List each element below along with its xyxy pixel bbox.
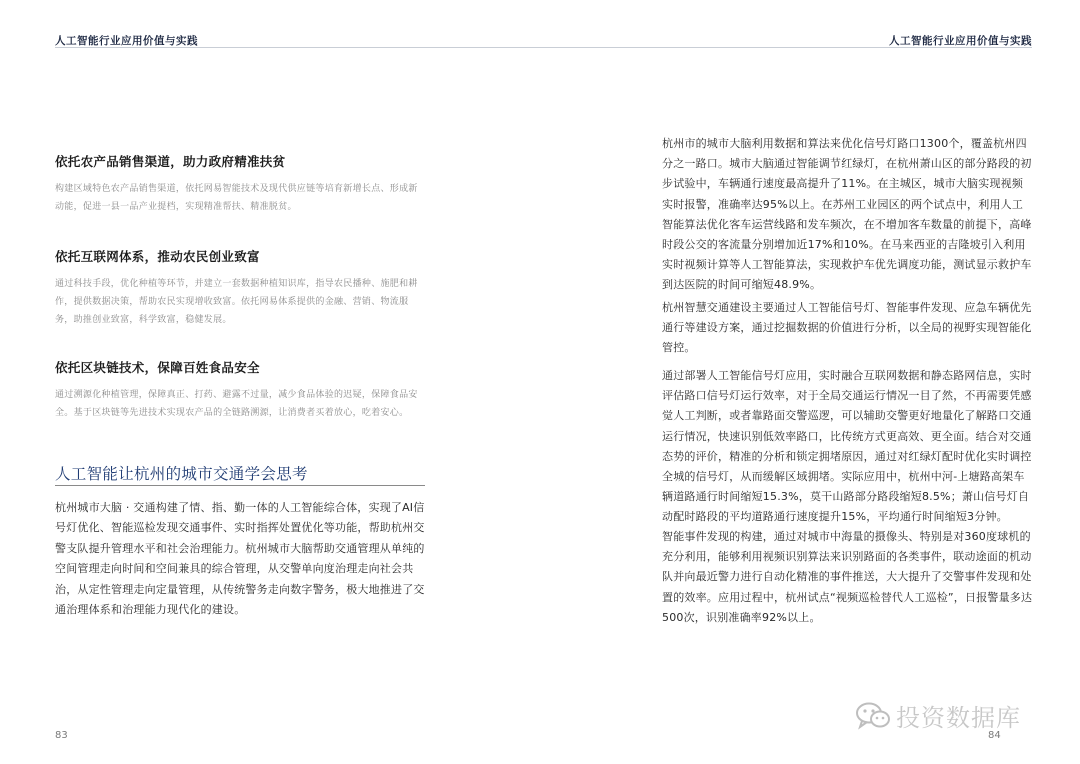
page-number: 84 <box>988 730 1001 741</box>
right-page <box>540 0 1080 764</box>
body-paragraph: 杭州智慧交通建设主要通过人工智能信号灯、智能事件发现、应急车辆优先通行等建设方案，通过挖掘数据的价值进行分析，以全局的视野实现智能化管控。 <box>662 301 1032 355</box>
item-body: 通过溯源化种植管理，保障真正、打药、避露不过量，减少食品体验的迟疑，保障食品安全。基于区块链等先进技术实现农产品的全链路溯源，让消费者买着放心，吃着安心。 <box>55 390 418 418</box>
body-paragraph: 杭州市的城市大脑利用数据和算法来优化信号灯路口1300个，覆盖杭州四分之一路口。城市大脑通过智能调节红绿灯，在杭州萧山区的部分路段的初步试验中，车辆通行速度最高提升了11%。在主城区，城市大脑实现视频实时报警，准确率达95%以上。在苏州工业园区的两个试点中，利用人工智能算法优化客车运营线路和发车频次，在不增加客车数量的前提下，高峰时段公交的客流量分别增加近17%和10%。在马来西亚的吉隆坡引入利用实时视频计算等人工智能算法，实现救护车优先调度功能，测试显示救护车到达医院的时间可缩短48.9%。 <box>662 137 1032 292</box>
section-rule <box>55 485 425 486</box>
item-body: 构建区域特色农产品销售渠道，依托网易智能技术及现代供应链等培育新增长点、形成新动能，促进一县一品产业提档，实现精准帮扶、精准脱贫。 <box>55 184 418 212</box>
watermark-text: 投资数据库 <box>896 704 1021 732</box>
paragraph-block <box>662 134 1034 296</box>
item-heading: 依托农产品销售渠道，助力政府精准扶贫 <box>55 154 286 169</box>
feature-item <box>55 358 425 422</box>
item-heading: 依托互联网体系，推动农民创业致富 <box>55 249 260 264</box>
paragraph-block <box>662 366 1034 528</box>
item-heading: 依托区块链技术，保障百姓食品安全 <box>55 360 260 375</box>
header-rule <box>55 47 540 48</box>
paragraph-block <box>662 298 1034 359</box>
section-title: 人工智能让杭州的城市交通学会思考 <box>55 465 308 483</box>
header-rule <box>540 47 1032 48</box>
body-paragraph: 通过部署人工智能信号灯应用，实时融合互联网数据和静态路网信息，实时评估路口信号灯运行效率，对于全局交通运行情况一目了然，不再需要凭感觉人工判断，或者靠路面交警巡逻，可以辅助交警更好地量化了解路口交通运行情况，快速识别低效率路口，比传统方式更高效、更全面。结合对交通态势的评价，精准的分析和锁定拥堵原因，通过对红绿灯配时优化实时调控全城的信号灯，从而缓解区域拥堵。实际应用中，杭州中河-上塘路高架车辆道路通行时间缩短15.3%，莫干山路部分路段缩短8.5%；萧山信号灯自动配时路段的平均道路通行速度提升15%，平均通行时间缩短3分钟。 <box>662 369 1032 524</box>
running-head: 人工智能行业应用价值与实践 <box>889 35 1032 47</box>
running-head: 人工智能行业应用价值与实践 <box>55 35 198 47</box>
item-body: 通过科技手段，优化种植等环节，并建立一套数据种植知识库，指导农民播种、施肥和耕作，提供数据决策，帮助农民实现增收致富。依托网易体系提供的金融、营销、物流服务，助推创业致富，科学致富，稳健发展。 <box>55 279 418 325</box>
paragraph-block <box>662 527 1034 628</box>
page-number: 83 <box>55 730 68 741</box>
feature-item <box>55 152 425 216</box>
body-paragraph: 智能事件发现的构建，通过对城市中海量的摄像头、特别是对360度球机的充分利用，能够利用视频识别算法来识别路面的各类事件，联动途面的机动队并向最近警力进行自动化精准的事件推送，大大提升了交警事件发现和处置的效率。应用过程中，杭州试点“视频巡检替代人工巡检”，日报警量多达500次，识别准确率92%以上。 <box>662 530 1033 624</box>
watermark <box>856 698 1021 733</box>
section-body: 杭州城市大脑 · 交通构建了情、指、勤一体的人工智能综合体，实现了AI信号灯优化、智能巡检发现交通事件、实时指挥处置优化等功能，帮助杭州交警支队提升管理水平和社会治理能力。杭州城市大脑帮助交通管理从单纯的空间管理走向时间和空间兼具的综合管理，从交警单向度治理走向社会共治，从定性管理走向定量管理，从传统警务走向数字警务，极大地推进了交通治理体系和治理能力现代化的建设。 <box>55 501 425 617</box>
wechat-icon <box>856 702 890 730</box>
feature-item <box>55 247 425 329</box>
